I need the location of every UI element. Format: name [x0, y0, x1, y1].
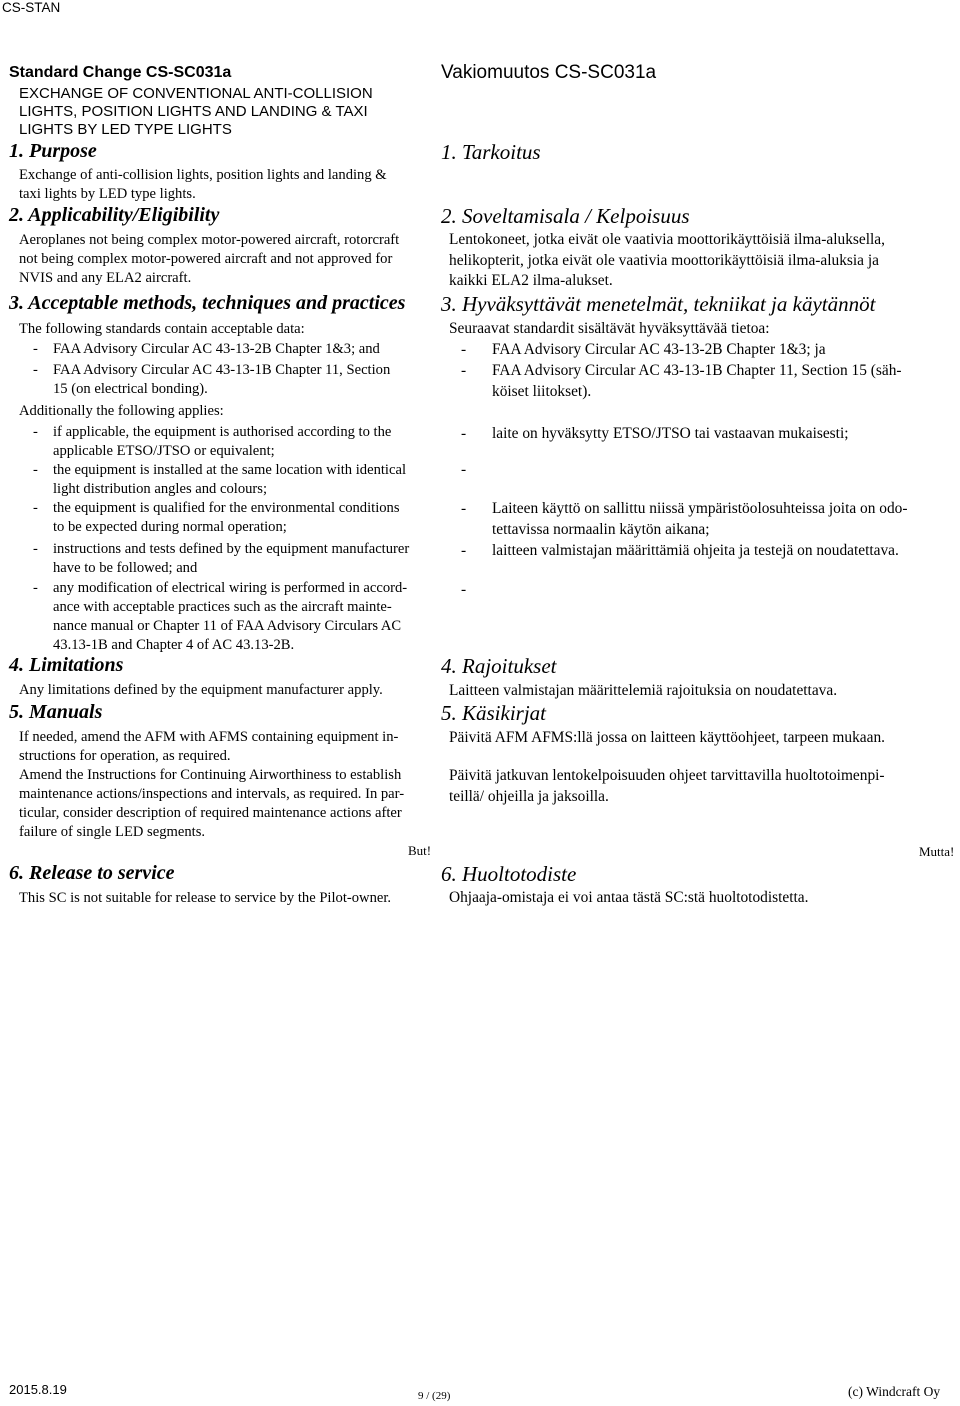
en-section-1-heading: 1. Purpose: [9, 140, 97, 162]
en-text-line: instructions and tests defined by the equipment manufacturer: [53, 541, 410, 557]
en-add-item: [33, 579, 438, 655]
en-note: But!: [408, 843, 432, 858]
dash-bullet: -: [461, 461, 467, 478]
fi-text-line: Päivitä jatkuvan lentokelpoisuuden ohjeet tarvittavilla huoltotoimenpi-: [449, 767, 885, 784]
fi-section-2-body: [449, 230, 885, 292]
fi-note: Mutta!: [919, 844, 955, 859]
en-std-item: [33, 340, 433, 359]
dash-bullet: -: [33, 424, 38, 440]
en-text-line: applicable ETSO/JTSO or equivalent;: [53, 443, 275, 459]
fi-section-3-intro: Seuraavat standardit sisältävät hyväksyttävää tietoa:: [449, 320, 770, 337]
en-text-line: light distribution angles and colours;: [53, 481, 268, 497]
dash-bullet: -: [461, 581, 467, 598]
fi-text-line: laite on hyväksytty ETSO/JTSO tai vastaavan mukaisesti;: [492, 425, 849, 442]
en-text-line: if applicable, the equipment is authorised according to the: [53, 424, 392, 440]
fi-add-item: [461, 499, 956, 540]
dash-bullet: -: [461, 425, 467, 442]
en-text-line: to be expected during normal operation;: [53, 519, 287, 535]
document-header-label: CS-STAN: [2, 0, 61, 15]
fi-section-4-heading: 4. Rajoitukset: [441, 654, 557, 678]
en-text-line: 15 (on electrical bonding).: [53, 381, 208, 397]
en-text-line: FAA Advisory Circular AC 43-13-1B Chapter 11, Section: [53, 362, 391, 378]
en-subtitle-line: LIGHTS BY LED TYPE LIGHTS: [19, 121, 232, 138]
fi-text-line: FAA Advisory Circular AC 43-13-2B Chapter 1&3; ja: [492, 341, 826, 358]
dash-bullet: -: [33, 462, 38, 478]
en-text-line: Amend the Instructions for Continuing Airworthiness to establish: [19, 767, 402, 783]
en-text-line: the equipment is installed at the same location with identical: [53, 462, 406, 478]
en-text-line: 43.13-1B and Chapter 4 of AC 43.13-2B.: [53, 637, 295, 653]
en-section-4-heading: 4. Limitations: [9, 654, 124, 676]
en-section-5-body-b: [19, 766, 404, 842]
fi-text-line: laitteen valmistajan määrittämiä ohjeita ja testejä on noudatettava.: [492, 542, 899, 559]
en-section-3-intro: The following standards contain acceptable data:: [19, 321, 305, 337]
en-subtitle-line: LIGHTS, POSITION LIGHTS AND LANDING & TAXI: [19, 103, 368, 120]
en-text-line: the equipment is qualified for the environmental conditions: [53, 500, 400, 516]
dash-bullet: -: [33, 500, 38, 516]
fi-text-line: Laiteen käyttö on sallittu niissä ympäristöolosuhteissa joita on odo-: [492, 500, 908, 517]
en-title: Standard Change CS-SC031a: [9, 64, 232, 81]
en-std-item: [33, 361, 433, 399]
en-text-line: FAA Advisory Circular AC 43-13-2B Chapter 1&3; and: [53, 341, 380, 357]
en-text-line: If needed, amend the AFM with AFMS containing equipment in-: [19, 729, 399, 745]
fi-std-item: [461, 361, 956, 402]
fi-title: Vakiomuutos CS-SC031a: [441, 62, 657, 83]
en-text-line: NVIS and any ELA2 aircraft.: [19, 270, 192, 286]
en-add-item: [33, 540, 438, 578]
en-text-line: failure of single LED segments.: [19, 824, 206, 840]
fi-text-line: FAA Advisory Circular AC 43-13-1B Chapter 11, Section 15 (säh-: [492, 362, 902, 379]
en-text-line: maintenance actions/inspections and intervals, as required. In par-: [19, 786, 405, 802]
fi-add-item: [461, 424, 956, 445]
fi-add-item: [461, 541, 956, 562]
en-add-item: [33, 499, 438, 537]
en-section-1-body: [19, 166, 387, 204]
footer-page-number: 9 / (29): [418, 1390, 451, 1402]
fi-section-1-heading: 1. Tarkoitus: [441, 140, 541, 164]
en-section-2-heading: 2. Applicability/Eligibility: [9, 204, 220, 226]
en-section-5-body-a: [19, 728, 398, 766]
en-section-3-heading: 3. Acceptable methods, techniques and practices: [9, 292, 406, 314]
fi-text-line: teillä/ ohjeilla ja jaksoilla.: [449, 787, 609, 805]
fi-text-line: köiset liitokset).: [492, 382, 592, 400]
en-section-6-heading: 6. Release to service: [9, 862, 175, 884]
en-section-5-heading: 5. Manuals: [9, 701, 103, 723]
fi-section-6-heading: 6. Huoltotodiste: [441, 862, 577, 886]
en-text-line: Aeroplanes not being complex motor-powered aircraft, rotorcraft: [19, 232, 400, 248]
en-text-line: structions for operation, as required.: [19, 748, 231, 764]
fi-section-6-body: Ohjaaja-omistaja ei voi antaa tästä SC:stä huoltotodistetta.: [449, 889, 809, 906]
en-section-4-body: Any limitations defined by the equipment manufacturer apply.: [19, 682, 383, 698]
en-text-line: nance manual or Chapter 11 of FAA Advisory Circulars AC: [53, 618, 402, 634]
fi-text-line: helikopterit, jotka eivät ole vaativia moottorikäyttöisiä ilma-aluksia ja: [449, 251, 879, 269]
en-text-line: ance with acceptable practices such as the aircraft mainte-: [53, 599, 392, 615]
en-subtitle-line: EXCHANGE OF CONVENTIONAL ANTI-COLLISION: [19, 85, 373, 102]
en-text-line: have to be followed; and: [53, 560, 198, 576]
dash-bullet: -: [33, 580, 38, 596]
dash-bullet: -: [33, 362, 38, 378]
fi-section-3-heading: 3. Hyväksyttävät menetelmät, tekniikat ja käytännöt: [441, 292, 876, 316]
en-section-2-body: [19, 231, 399, 288]
en-subtitle: [19, 85, 373, 139]
fi-text-line: tettavissa normaalin käytön aikana;: [492, 520, 710, 538]
fi-section-5-heading: 5. Käsikirjat: [441, 701, 547, 725]
en-additional-intro: Additionally the following applies:: [19, 403, 224, 419]
en-text-line: taxi lights by LED type lights.: [19, 186, 196, 202]
dash-bullet: -: [461, 542, 467, 559]
en-text-line: not being complex motor-powered aircraft and not approved for: [19, 251, 393, 267]
dash-bullet: -: [461, 362, 467, 379]
dash-bullet: -: [33, 541, 38, 557]
en-text-line: Exchange of anti-collision lights, position lights and landing &: [19, 167, 387, 183]
en-add-item: [33, 461, 438, 499]
dash-bullet: -: [461, 341, 467, 358]
fi-section-2-heading: 2. Soveltamisala / Kelpoisuus: [441, 204, 690, 228]
dash-bullet: -: [33, 341, 38, 357]
fi-section-4-body: Laitteen valmistajan määrittelemiä rajoituksia on noudatettava.: [449, 682, 838, 699]
fi-section-5-body-b: [449, 766, 885, 807]
fi-std-item: [461, 340, 956, 361]
fi-text-line: Lentokoneet, jotka eivät ole vaativia moottorikäyttöisiä ilma-aluksella,: [449, 231, 885, 248]
fi-section-5-body-a: Päivitä AFM AFMS:llä jossa on laitteen käyttöohjeet, tarpeen mukaan.: [449, 729, 886, 746]
fi-text-line: kaikki ELA2 ilma-alukset.: [449, 272, 613, 289]
dash-bullet: -: [461, 500, 467, 517]
footer-date: 2015.8.19: [9, 1382, 67, 1397]
footer-copyright: (c) Windcraft Oy: [848, 1384, 941, 1399]
en-text-line: any modification of electrical wiring is performed in accord-: [53, 580, 408, 596]
en-add-item: [33, 423, 438, 461]
en-section-6-body: This SC is not suitable for release to service by the Pilot-owner.: [19, 890, 392, 906]
en-text-line: ticular, consider description of required maintenance actions after: [19, 805, 402, 821]
